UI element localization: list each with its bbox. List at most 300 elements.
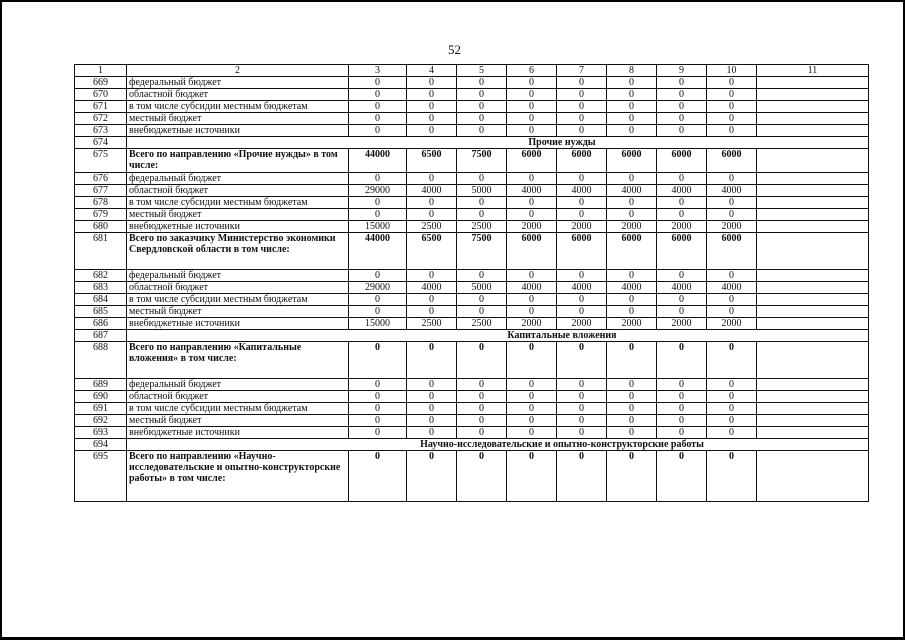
value-cell: 2500 (457, 318, 507, 330)
value-cell: 0 (349, 403, 407, 415)
row-label: местный бюджет (127, 113, 349, 125)
empty-cell (757, 270, 869, 282)
value-cell: 0 (707, 270, 757, 282)
value-cell: 0 (507, 403, 557, 415)
row-number: 674 (75, 137, 127, 149)
value-cell: 5000 (457, 185, 507, 197)
value-cell: 0 (407, 209, 457, 221)
section-title: Прочие нужды (127, 137, 869, 149)
row-label: федеральный бюджет (127, 173, 349, 185)
value-cell: 15000 (349, 221, 407, 233)
value-cell: 0 (657, 197, 707, 209)
value-cell: 0 (707, 209, 757, 221)
value-cell: 0 (457, 125, 507, 137)
row-number: 679 (75, 209, 127, 221)
value-cell: 0 (607, 125, 657, 137)
value-cell: 0 (607, 294, 657, 306)
value-cell: 0 (707, 391, 757, 403)
table-row (75, 318, 869, 330)
empty-cell (757, 221, 869, 233)
value-cell: 0 (457, 451, 507, 502)
row-label: в том числе субсидии местным бюджетам (127, 294, 349, 306)
row-label: внебюджетные источники (127, 125, 349, 137)
row-label: областной бюджет (127, 185, 349, 197)
value-cell: 0 (657, 379, 707, 391)
value-cell: 0 (407, 270, 457, 282)
empty-cell (757, 197, 869, 209)
value-cell: 0 (507, 113, 557, 125)
value-cell: 0 (457, 270, 507, 282)
value-cell: 6000 (557, 149, 607, 173)
value-cell: 6500 (407, 233, 457, 270)
table-row (75, 342, 869, 379)
header-cell: 4 (407, 65, 457, 77)
section-row (75, 330, 869, 342)
row-number: 685 (75, 306, 127, 318)
value-cell: 0 (657, 270, 707, 282)
header-cell: 6 (507, 65, 557, 77)
value-cell: 0 (557, 379, 607, 391)
value-cell: 0 (507, 77, 557, 89)
section-row (75, 137, 869, 149)
value-cell: 0 (407, 415, 457, 427)
value-cell: 0 (557, 113, 607, 125)
row-number: 675 (75, 149, 127, 173)
row-label: областной бюджет (127, 391, 349, 403)
value-cell: 0 (457, 415, 507, 427)
value-cell: 0 (557, 451, 607, 502)
table-row (75, 197, 869, 209)
value-cell: 0 (607, 379, 657, 391)
value-cell: 0 (349, 89, 407, 101)
value-cell: 0 (607, 173, 657, 185)
value-cell: 2000 (707, 318, 757, 330)
value-cell: 0 (507, 101, 557, 113)
value-cell: 0 (349, 101, 407, 113)
value-cell: 0 (707, 294, 757, 306)
value-cell: 0 (707, 415, 757, 427)
value-cell: 4000 (607, 282, 657, 294)
value-cell: 0 (407, 89, 457, 101)
value-cell: 0 (607, 89, 657, 101)
value-cell: 0 (607, 403, 657, 415)
empty-cell (757, 149, 869, 173)
value-cell: 0 (557, 403, 607, 415)
value-cell: 6500 (407, 149, 457, 173)
row-number: 688 (75, 342, 127, 379)
row-number: 673 (75, 125, 127, 137)
value-cell: 0 (457, 342, 507, 379)
value-cell: 29000 (349, 282, 407, 294)
row-label: внебюджетные источники (127, 427, 349, 439)
value-cell: 2000 (507, 221, 557, 233)
row-number: 684 (75, 294, 127, 306)
value-cell: 0 (457, 89, 507, 101)
value-cell: 0 (349, 427, 407, 439)
table-row (75, 185, 869, 197)
value-cell: 0 (457, 173, 507, 185)
value-cell: 0 (349, 451, 407, 502)
row-label: Всего по заказчику Министерство экономики Свердловской области в том числе: (127, 233, 349, 270)
value-cell: 0 (707, 342, 757, 379)
header-row (75, 65, 869, 77)
table-row (75, 270, 869, 282)
value-cell: 6000 (607, 233, 657, 270)
value-cell: 0 (707, 113, 757, 125)
value-cell: 4000 (607, 185, 657, 197)
table-row (75, 233, 869, 270)
row-label: местный бюджет (127, 415, 349, 427)
value-cell: 0 (457, 427, 507, 439)
value-cell: 0 (607, 391, 657, 403)
value-cell: 6000 (657, 233, 707, 270)
value-cell: 0 (707, 125, 757, 137)
value-cell: 0 (407, 77, 457, 89)
value-cell: 0 (607, 101, 657, 113)
value-cell: 7500 (457, 149, 507, 173)
value-cell: 0 (607, 451, 657, 502)
value-cell: 0 (349, 113, 407, 125)
value-cell: 0 (349, 306, 407, 318)
value-cell: 0 (557, 125, 607, 137)
value-cell: 0 (557, 342, 607, 379)
value-cell: 0 (507, 209, 557, 221)
row-number: 678 (75, 197, 127, 209)
value-cell: 0 (557, 89, 607, 101)
row-label: федеральный бюджет (127, 270, 349, 282)
empty-cell (757, 342, 869, 379)
table-row (75, 125, 869, 137)
value-cell: 0 (707, 89, 757, 101)
table-row (75, 379, 869, 391)
value-cell: 0 (507, 391, 557, 403)
value-cell: 0 (657, 125, 707, 137)
value-cell: 0 (557, 270, 607, 282)
value-cell: 44000 (349, 233, 407, 270)
row-label: местный бюджет (127, 306, 349, 318)
value-cell: 4000 (707, 282, 757, 294)
value-cell: 0 (657, 391, 707, 403)
value-cell: 0 (507, 427, 557, 439)
empty-cell (757, 379, 869, 391)
value-cell: 6000 (707, 149, 757, 173)
empty-cell (757, 403, 869, 415)
value-cell: 0 (557, 209, 607, 221)
header-cell: 11 (757, 65, 869, 77)
value-cell: 0 (607, 415, 657, 427)
row-number: 686 (75, 318, 127, 330)
value-cell: 2500 (407, 221, 457, 233)
value-cell: 0 (407, 294, 457, 306)
value-cell: 0 (657, 342, 707, 379)
row-label: Всего по направлению «Капитальные вложения» в том числе: (127, 342, 349, 379)
value-cell: 0 (657, 77, 707, 89)
empty-cell (757, 294, 869, 306)
empty-cell (757, 306, 869, 318)
value-cell: 0 (457, 379, 507, 391)
value-cell: 2000 (657, 221, 707, 233)
value-cell: 0 (607, 113, 657, 125)
row-label: внебюджетные источники (127, 221, 349, 233)
row-number: 691 (75, 403, 127, 415)
row-number: 692 (75, 415, 127, 427)
table-row (75, 306, 869, 318)
value-cell: 0 (707, 197, 757, 209)
value-cell: 0 (607, 342, 657, 379)
value-cell: 0 (507, 270, 557, 282)
value-cell: 2000 (507, 318, 557, 330)
value-cell: 4000 (657, 282, 707, 294)
value-cell: 0 (407, 427, 457, 439)
header-cell: 9 (657, 65, 707, 77)
value-cell: 0 (657, 209, 707, 221)
empty-cell (757, 415, 869, 427)
empty-cell (757, 89, 869, 101)
table-row (75, 173, 869, 185)
table-row (75, 149, 869, 173)
budget-table (74, 64, 869, 502)
page-number: 52 (448, 42, 461, 57)
value-cell: 0 (349, 294, 407, 306)
value-cell: 0 (407, 403, 457, 415)
value-cell: 6000 (607, 149, 657, 173)
value-cell: 0 (349, 391, 407, 403)
row-number: 670 (75, 89, 127, 101)
header-cell: 5 (457, 65, 507, 77)
value-cell: 4000 (557, 282, 607, 294)
value-cell: 0 (349, 77, 407, 89)
value-cell: 0 (557, 306, 607, 318)
value-cell: 0 (407, 342, 457, 379)
value-cell: 6000 (507, 233, 557, 270)
value-cell: 0 (557, 77, 607, 89)
value-cell: 0 (349, 197, 407, 209)
value-cell: 0 (707, 403, 757, 415)
row-label: в том числе субсидии местным бюджетам (127, 197, 349, 209)
value-cell: 0 (407, 379, 457, 391)
value-cell: 0 (657, 173, 707, 185)
value-cell: 0 (349, 125, 407, 137)
value-cell: 0 (657, 101, 707, 113)
header-cell: 8 (607, 65, 657, 77)
value-cell: 0 (657, 113, 707, 125)
value-cell: 0 (407, 451, 457, 502)
value-cell: 4000 (657, 185, 707, 197)
value-cell: 0 (407, 173, 457, 185)
table-row (75, 282, 869, 294)
value-cell: 0 (507, 197, 557, 209)
value-cell: 0 (657, 294, 707, 306)
empty-cell (757, 77, 869, 89)
value-cell: 0 (507, 451, 557, 502)
header-cell: 3 (349, 65, 407, 77)
table-row (75, 451, 869, 502)
table-row (75, 77, 869, 89)
table-row (75, 101, 869, 113)
row-number: 693 (75, 427, 127, 439)
row-number: 695 (75, 451, 127, 502)
value-cell: 0 (707, 451, 757, 502)
value-cell: 0 (507, 306, 557, 318)
header-cell: 1 (75, 65, 127, 77)
value-cell: 2500 (407, 318, 457, 330)
value-cell: 2000 (557, 318, 607, 330)
value-cell: 0 (407, 113, 457, 125)
table-row (75, 89, 869, 101)
table-row (75, 294, 869, 306)
value-cell: 0 (349, 270, 407, 282)
row-label: в том числе субсидии местным бюджетам (127, 403, 349, 415)
empty-cell (757, 101, 869, 113)
row-label: федеральный бюджет (127, 379, 349, 391)
row-number: 690 (75, 391, 127, 403)
value-cell: 4000 (507, 282, 557, 294)
value-cell: 6000 (707, 233, 757, 270)
row-number: 671 (75, 101, 127, 113)
value-cell: 0 (557, 294, 607, 306)
value-cell: 0 (507, 125, 557, 137)
value-cell: 0 (557, 415, 607, 427)
value-cell: 2000 (657, 318, 707, 330)
value-cell: 0 (457, 294, 507, 306)
row-label: Всего по направлению «Научно-исследовательские и опытно-конструкторские работы» в том числе: (127, 451, 349, 502)
value-cell: 0 (657, 89, 707, 101)
table-row (75, 415, 869, 427)
table-row (75, 391, 869, 403)
value-cell: 0 (407, 391, 457, 403)
value-cell: 4000 (507, 185, 557, 197)
value-cell: 0 (607, 306, 657, 318)
row-number: 682 (75, 270, 127, 282)
value-cell: 0 (557, 391, 607, 403)
value-cell: 0 (657, 306, 707, 318)
row-number: 687 (75, 330, 127, 342)
empty-cell (757, 125, 869, 137)
value-cell: 6000 (657, 149, 707, 173)
value-cell: 6000 (507, 149, 557, 173)
value-cell: 4000 (707, 185, 757, 197)
empty-cell (757, 113, 869, 125)
empty-cell (757, 391, 869, 403)
value-cell: 6000 (557, 233, 607, 270)
value-cell: 5000 (457, 282, 507, 294)
value-cell: 0 (457, 101, 507, 113)
empty-cell (757, 185, 869, 197)
value-cell: 0 (407, 125, 457, 137)
value-cell: 0 (657, 415, 707, 427)
row-number: 677 (75, 185, 127, 197)
row-label: областной бюджет (127, 282, 349, 294)
empty-cell (757, 209, 869, 221)
empty-cell (757, 451, 869, 502)
row-number: 669 (75, 77, 127, 89)
value-cell: 2000 (607, 221, 657, 233)
value-cell: 0 (349, 379, 407, 391)
value-cell: 0 (707, 77, 757, 89)
row-number: 694 (75, 439, 127, 451)
value-cell: 0 (557, 197, 607, 209)
value-cell: 0 (707, 427, 757, 439)
value-cell: 0 (349, 173, 407, 185)
value-cell: 0 (407, 101, 457, 113)
value-cell: 0 (657, 451, 707, 502)
value-cell: 2000 (557, 221, 607, 233)
value-cell: 0 (457, 403, 507, 415)
value-cell: 0 (407, 306, 457, 318)
header-cell: 2 (127, 65, 349, 77)
value-cell: 0 (607, 427, 657, 439)
table-row (75, 427, 869, 439)
row-number: 672 (75, 113, 127, 125)
table-row (75, 209, 869, 221)
value-cell: 0 (349, 342, 407, 379)
row-number: 681 (75, 233, 127, 270)
value-cell: 0 (707, 101, 757, 113)
section-title: Научно-исследовательские и опытно-конструкторские работы (127, 439, 869, 451)
value-cell: 4000 (407, 282, 457, 294)
section-row (75, 439, 869, 451)
value-cell: 0 (607, 197, 657, 209)
table-row (75, 113, 869, 125)
header-cell: 7 (557, 65, 607, 77)
value-cell: 0 (557, 101, 607, 113)
value-cell: 0 (457, 209, 507, 221)
value-cell: 0 (457, 306, 507, 318)
row-number: 680 (75, 221, 127, 233)
table-row (75, 403, 869, 415)
empty-cell (757, 173, 869, 185)
value-cell: 0 (607, 77, 657, 89)
value-cell: 4000 (407, 185, 457, 197)
value-cell: 2000 (607, 318, 657, 330)
row-label: местный бюджет (127, 209, 349, 221)
value-cell: 0 (607, 270, 657, 282)
value-cell: 0 (507, 342, 557, 379)
row-label: Всего по направлению «Прочие нужды» в том числе: (127, 149, 349, 173)
row-label: областной бюджет (127, 89, 349, 101)
value-cell: 0 (507, 379, 557, 391)
row-number: 676 (75, 173, 127, 185)
value-cell: 2000 (707, 221, 757, 233)
value-cell: 0 (457, 113, 507, 125)
empty-cell (757, 427, 869, 439)
value-cell: 0 (507, 89, 557, 101)
value-cell: 44000 (349, 149, 407, 173)
value-cell: 7500 (457, 233, 507, 270)
value-cell: 0 (657, 427, 707, 439)
empty-cell (757, 233, 869, 270)
value-cell: 0 (507, 173, 557, 185)
value-cell: 0 (557, 173, 607, 185)
row-number: 689 (75, 379, 127, 391)
value-cell: 0 (607, 209, 657, 221)
value-cell: 0 (457, 391, 507, 403)
value-cell: 0 (507, 415, 557, 427)
value-cell: 0 (349, 209, 407, 221)
table-row (75, 221, 869, 233)
header-cell: 10 (707, 65, 757, 77)
value-cell: 0 (707, 379, 757, 391)
value-cell: 4000 (557, 185, 607, 197)
value-cell: 0 (507, 294, 557, 306)
empty-cell (757, 282, 869, 294)
row-number: 683 (75, 282, 127, 294)
value-cell: 0 (407, 197, 457, 209)
value-cell: 0 (457, 77, 507, 89)
empty-cell (757, 318, 869, 330)
value-cell: 2500 (457, 221, 507, 233)
row-label: федеральный бюджет (127, 77, 349, 89)
